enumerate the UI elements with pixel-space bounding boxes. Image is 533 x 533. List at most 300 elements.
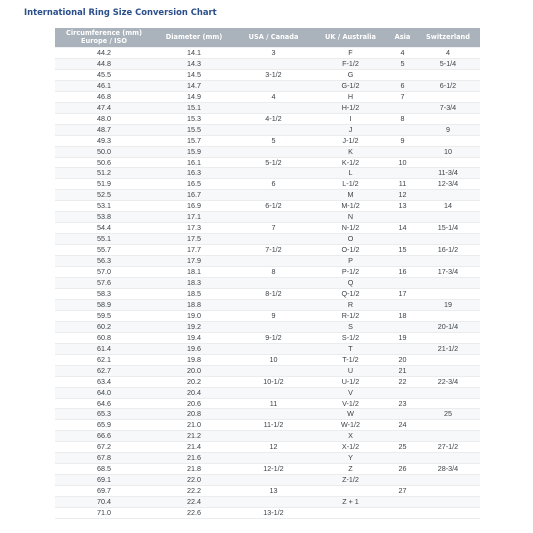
table-row bbox=[55, 48, 480, 59]
table-row bbox=[55, 190, 480, 201]
usa-canada-cell bbox=[235, 409, 312, 420]
diameter-cell: 20.0 bbox=[153, 365, 235, 376]
asia-cell: 6 bbox=[389, 80, 416, 91]
diameter-cell: 15.1 bbox=[153, 102, 235, 113]
switzerland-cell bbox=[416, 256, 480, 267]
asia-cell: 10 bbox=[389, 157, 416, 168]
usa-canada-cell: 10 bbox=[235, 354, 312, 365]
switzerland-cell: 17-3/4 bbox=[416, 267, 480, 278]
uk-australia-cell: K bbox=[312, 146, 389, 157]
table-row bbox=[55, 332, 480, 343]
table-row bbox=[55, 201, 480, 212]
table-row bbox=[55, 464, 480, 475]
uk-australia-cell: Q-1/2 bbox=[312, 288, 389, 299]
diameter-cell: 16.7 bbox=[153, 190, 235, 201]
usa-canada-cell: 9 bbox=[235, 310, 312, 321]
diameter-cell: 19.2 bbox=[153, 321, 235, 332]
usa-canada-cell: 4 bbox=[235, 91, 312, 102]
circumference-cell: 53.1 bbox=[55, 201, 153, 212]
header-usa-canada: USA / Canada bbox=[235, 28, 312, 48]
circumference-cell: 48.0 bbox=[55, 113, 153, 124]
usa-canada-cell bbox=[235, 190, 312, 201]
switzerland-cell bbox=[416, 365, 480, 376]
uk-australia-cell: P bbox=[312, 256, 389, 267]
usa-canada-cell bbox=[235, 299, 312, 310]
asia-cell bbox=[389, 343, 416, 354]
usa-canada-cell bbox=[235, 343, 312, 354]
asia-cell bbox=[389, 69, 416, 80]
uk-australia-cell: S-1/2 bbox=[312, 332, 389, 343]
circumference-cell: 67.2 bbox=[55, 442, 153, 453]
circumference-cell: 69.1 bbox=[55, 475, 153, 486]
switzerland-cell: 5-1/4 bbox=[416, 58, 480, 69]
uk-australia-cell: I bbox=[312, 113, 389, 124]
circumference-cell: 64.6 bbox=[55, 398, 153, 409]
asia-cell bbox=[389, 387, 416, 398]
table-row bbox=[55, 497, 480, 508]
asia-cell bbox=[389, 256, 416, 267]
usa-canada-cell bbox=[235, 146, 312, 157]
switzerland-cell: 15-1/4 bbox=[416, 223, 480, 234]
asia-cell: 8 bbox=[389, 113, 416, 124]
uk-australia-cell: F bbox=[312, 48, 389, 59]
circumference-cell: 59.5 bbox=[55, 310, 153, 321]
asia-cell: 12 bbox=[389, 190, 416, 201]
diameter-cell: 19.6 bbox=[153, 343, 235, 354]
table-row bbox=[55, 91, 480, 102]
usa-canada-cell bbox=[235, 234, 312, 245]
switzerland-cell: 14 bbox=[416, 201, 480, 212]
circumference-cell: 50.0 bbox=[55, 146, 153, 157]
table-row bbox=[55, 245, 480, 256]
asia-cell: 7 bbox=[389, 91, 416, 102]
diameter-cell: 22.2 bbox=[153, 486, 235, 497]
uk-australia-cell: R-1/2 bbox=[312, 310, 389, 321]
switzerland-cell: 27-1/2 bbox=[416, 442, 480, 453]
usa-canada-cell bbox=[235, 431, 312, 442]
uk-australia-cell: L-1/2 bbox=[312, 179, 389, 190]
asia-cell bbox=[389, 475, 416, 486]
asia-cell: 17 bbox=[389, 288, 416, 299]
uk-australia-cell: K-1/2 bbox=[312, 157, 389, 168]
usa-canada-cell: 10-1/2 bbox=[235, 376, 312, 387]
switzerland-cell bbox=[416, 354, 480, 365]
usa-canada-cell bbox=[235, 475, 312, 486]
usa-canada-cell bbox=[235, 212, 312, 223]
usa-canada-cell: 5-1/2 bbox=[235, 157, 312, 168]
circumference-cell: 62.1 bbox=[55, 354, 153, 365]
diameter-cell: 21.0 bbox=[153, 420, 235, 431]
circumference-cell: 51.9 bbox=[55, 179, 153, 190]
uk-australia-cell: Y bbox=[312, 453, 389, 464]
table-row bbox=[55, 508, 480, 519]
usa-canada-cell bbox=[235, 278, 312, 289]
diameter-cell: 17.9 bbox=[153, 256, 235, 267]
switzerland-cell: 12-3/4 bbox=[416, 179, 480, 190]
switzerland-cell: 19 bbox=[416, 299, 480, 310]
usa-canada-cell: 4-1/2 bbox=[235, 113, 312, 124]
switzerland-cell: 21-1/2 bbox=[416, 343, 480, 354]
usa-canada-cell: 9-1/2 bbox=[235, 332, 312, 343]
uk-australia-cell: M-1/2 bbox=[312, 201, 389, 212]
switzerland-cell bbox=[416, 278, 480, 289]
diameter-cell: 17.7 bbox=[153, 245, 235, 256]
table-row bbox=[55, 321, 480, 332]
diameter-cell: 22.4 bbox=[153, 497, 235, 508]
uk-australia-cell: H-1/2 bbox=[312, 102, 389, 113]
table-row bbox=[55, 398, 480, 409]
diameter-cell: 15.9 bbox=[153, 146, 235, 157]
asia-cell bbox=[389, 409, 416, 420]
asia-cell bbox=[389, 146, 416, 157]
table-row bbox=[55, 475, 480, 486]
asia-cell bbox=[389, 508, 416, 519]
circumference-cell: 60.2 bbox=[55, 321, 153, 332]
circumference-cell: 61.4 bbox=[55, 343, 153, 354]
circumference-cell: 51.2 bbox=[55, 168, 153, 179]
uk-australia-cell: V-1/2 bbox=[312, 398, 389, 409]
switzerland-cell: 4 bbox=[416, 48, 480, 59]
table-row bbox=[55, 212, 480, 223]
table-row bbox=[55, 267, 480, 278]
header-uk-australia: UK / Australia bbox=[312, 28, 389, 48]
circumference-cell: 46.8 bbox=[55, 91, 153, 102]
usa-canada-cell: 5 bbox=[235, 135, 312, 146]
uk-australia-cell bbox=[312, 486, 389, 497]
table-row bbox=[55, 453, 480, 464]
asia-cell bbox=[389, 497, 416, 508]
table-row bbox=[55, 365, 480, 376]
switzerland-cell: 7-3/4 bbox=[416, 102, 480, 113]
switzerland-cell bbox=[416, 486, 480, 497]
usa-canada-cell: 12-1/2 bbox=[235, 464, 312, 475]
asia-cell bbox=[389, 124, 416, 135]
circumference-cell: 45.5 bbox=[55, 69, 153, 80]
table-body bbox=[55, 48, 480, 519]
table-row bbox=[55, 376, 480, 387]
switzerland-cell bbox=[416, 497, 480, 508]
usa-canada-cell: 6-1/2 bbox=[235, 201, 312, 212]
asia-cell: 19 bbox=[389, 332, 416, 343]
table-row bbox=[55, 179, 480, 190]
uk-australia-cell: N-1/2 bbox=[312, 223, 389, 234]
circumference-cell: 52.5 bbox=[55, 190, 153, 201]
table-row bbox=[55, 234, 480, 245]
circumference-cell: 68.5 bbox=[55, 464, 153, 475]
uk-australia-cell: R bbox=[312, 299, 389, 310]
circumference-cell: 57.0 bbox=[55, 267, 153, 278]
uk-australia-cell: S bbox=[312, 321, 389, 332]
usa-canada-cell: 3 bbox=[235, 48, 312, 59]
switzerland-cell bbox=[416, 420, 480, 431]
circumference-cell: 48.7 bbox=[55, 124, 153, 135]
uk-australia-cell: J bbox=[312, 124, 389, 135]
circumference-cell: 55.7 bbox=[55, 245, 153, 256]
circumference-cell: 64.0 bbox=[55, 387, 153, 398]
table-row bbox=[55, 113, 480, 124]
switzerland-cell bbox=[416, 157, 480, 168]
table-row bbox=[55, 124, 480, 135]
circumference-cell: 70.4 bbox=[55, 497, 153, 508]
diameter-cell: 21.8 bbox=[153, 464, 235, 475]
uk-australia-cell: W bbox=[312, 409, 389, 420]
table-row bbox=[55, 223, 480, 234]
table-row bbox=[55, 299, 480, 310]
uk-australia-cell: P-1/2 bbox=[312, 267, 389, 278]
usa-canada-cell: 13 bbox=[235, 486, 312, 497]
switzerland-cell bbox=[416, 431, 480, 442]
asia-cell: 20 bbox=[389, 354, 416, 365]
diameter-cell: 14.9 bbox=[153, 91, 235, 102]
table-row bbox=[55, 168, 480, 179]
switzerland-cell bbox=[416, 508, 480, 519]
diameter-cell: 17.3 bbox=[153, 223, 235, 234]
table-row bbox=[55, 256, 480, 267]
usa-canada-cell: 7 bbox=[235, 223, 312, 234]
diameter-cell: 18.1 bbox=[153, 267, 235, 278]
table-row bbox=[55, 354, 480, 365]
diameter-cell: 19.8 bbox=[153, 354, 235, 365]
diameter-cell: 21.4 bbox=[153, 442, 235, 453]
asia-cell: 24 bbox=[389, 420, 416, 431]
asia-cell: 15 bbox=[389, 245, 416, 256]
asia-cell bbox=[389, 212, 416, 223]
usa-canada-cell: 8 bbox=[235, 267, 312, 278]
uk-australia-cell: G bbox=[312, 69, 389, 80]
asia-cell: 21 bbox=[389, 365, 416, 376]
switzerland-cell bbox=[416, 190, 480, 201]
uk-australia-cell: V bbox=[312, 387, 389, 398]
diameter-cell: 14.3 bbox=[153, 58, 235, 69]
usa-canada-cell: 11 bbox=[235, 398, 312, 409]
uk-australia-cell: H bbox=[312, 91, 389, 102]
switzerland-cell bbox=[416, 69, 480, 80]
asia-cell bbox=[389, 168, 416, 179]
switzerland-cell: 6-1/2 bbox=[416, 80, 480, 91]
uk-australia-cell: W-1/2 bbox=[312, 420, 389, 431]
circumference-cell: 44.2 bbox=[55, 48, 153, 59]
uk-australia-cell: Z-1/2 bbox=[312, 475, 389, 486]
uk-australia-cell: Q bbox=[312, 278, 389, 289]
asia-cell bbox=[389, 278, 416, 289]
asia-cell: 27 bbox=[389, 486, 416, 497]
circumference-cell: 69.7 bbox=[55, 486, 153, 497]
asia-cell: 11 bbox=[389, 179, 416, 190]
circumference-cell: 65.3 bbox=[55, 409, 153, 420]
switzerland-cell bbox=[416, 135, 480, 146]
usa-canada-cell bbox=[235, 124, 312, 135]
circumference-cell: 44.8 bbox=[55, 58, 153, 69]
circumference-cell: 50.6 bbox=[55, 157, 153, 168]
table-row bbox=[55, 102, 480, 113]
switzerland-cell: 28-3/4 bbox=[416, 464, 480, 475]
switzerland-cell: 20-1/4 bbox=[416, 321, 480, 332]
asia-cell bbox=[389, 431, 416, 442]
diameter-cell: 22.6 bbox=[153, 508, 235, 519]
usa-canada-cell: 11-1/2 bbox=[235, 420, 312, 431]
circumference-cell: 60.8 bbox=[55, 332, 153, 343]
switzerland-cell bbox=[416, 91, 480, 102]
table-row bbox=[55, 278, 480, 289]
diameter-cell: 20.8 bbox=[153, 409, 235, 420]
asia-cell: 22 bbox=[389, 376, 416, 387]
switzerland-cell bbox=[416, 475, 480, 486]
usa-canada-cell: 13-1/2 bbox=[235, 508, 312, 519]
diameter-cell: 14.1 bbox=[153, 48, 235, 59]
asia-cell bbox=[389, 321, 416, 332]
asia-cell: 4 bbox=[389, 48, 416, 59]
uk-australia-cell bbox=[312, 508, 389, 519]
usa-canada-cell bbox=[235, 453, 312, 464]
switzerland-cell: 16-1/2 bbox=[416, 245, 480, 256]
asia-cell bbox=[389, 102, 416, 113]
usa-canada-cell bbox=[235, 321, 312, 332]
diameter-cell: 20.2 bbox=[153, 376, 235, 387]
circumference-cell: 65.9 bbox=[55, 420, 153, 431]
header-diameter: Diameter (mm) bbox=[153, 28, 235, 48]
usa-canada-cell bbox=[235, 387, 312, 398]
uk-australia-cell: T bbox=[312, 343, 389, 354]
switzerland-cell: 25 bbox=[416, 409, 480, 420]
switzerland-cell: 22-3/4 bbox=[416, 376, 480, 387]
asia-cell: 14 bbox=[389, 223, 416, 234]
table-row bbox=[55, 486, 480, 497]
switzerland-cell bbox=[416, 398, 480, 409]
uk-australia-cell: U bbox=[312, 365, 389, 376]
table-header-row bbox=[55, 28, 480, 48]
uk-australia-cell: L bbox=[312, 168, 389, 179]
switzerland-cell bbox=[416, 332, 480, 343]
usa-canada-cell bbox=[235, 256, 312, 267]
uk-australia-cell: T-1/2 bbox=[312, 354, 389, 365]
asia-cell bbox=[389, 453, 416, 464]
circumference-cell: 66.6 bbox=[55, 431, 153, 442]
uk-australia-cell: X bbox=[312, 431, 389, 442]
circumference-cell: 58.3 bbox=[55, 288, 153, 299]
usa-canada-cell bbox=[235, 58, 312, 69]
diameter-cell: 21.6 bbox=[153, 453, 235, 464]
uk-australia-cell: G-1/2 bbox=[312, 80, 389, 91]
asia-cell: 25 bbox=[389, 442, 416, 453]
circumference-cell: 54.4 bbox=[55, 223, 153, 234]
usa-canada-cell bbox=[235, 102, 312, 113]
usa-canada-cell: 6 bbox=[235, 179, 312, 190]
circumference-cell: 46.1 bbox=[55, 80, 153, 91]
diameter-cell: 20.4 bbox=[153, 387, 235, 398]
switzerland-cell: 11-3/4 bbox=[416, 168, 480, 179]
asia-cell: 26 bbox=[389, 464, 416, 475]
uk-australia-cell: F-1/2 bbox=[312, 58, 389, 69]
circumference-cell: 58.9 bbox=[55, 299, 153, 310]
switzerland-cell bbox=[416, 212, 480, 223]
switzerland-cell: 9 bbox=[416, 124, 480, 135]
diameter-cell: 18.8 bbox=[153, 299, 235, 310]
uk-australia-cell: O-1/2 bbox=[312, 245, 389, 256]
switzerland-cell bbox=[416, 387, 480, 398]
asia-cell: 23 bbox=[389, 398, 416, 409]
circumference-cell: 67.8 bbox=[55, 453, 153, 464]
diameter-cell: 21.2 bbox=[153, 431, 235, 442]
asia-cell: 5 bbox=[389, 58, 416, 69]
circumference-cell: 53.8 bbox=[55, 212, 153, 223]
switzerland-cell bbox=[416, 453, 480, 464]
circumference-cell: 56.3 bbox=[55, 256, 153, 267]
diameter-cell: 22.0 bbox=[153, 475, 235, 486]
circumference-cell: 63.4 bbox=[55, 376, 153, 387]
diameter-cell: 19.4 bbox=[153, 332, 235, 343]
uk-australia-cell: J-1/2 bbox=[312, 135, 389, 146]
circumference-cell: 62.7 bbox=[55, 365, 153, 376]
diameter-cell: 19.0 bbox=[153, 310, 235, 321]
table-row bbox=[55, 157, 480, 168]
table-row bbox=[55, 58, 480, 69]
table-row bbox=[55, 69, 480, 80]
diameter-cell: 17.5 bbox=[153, 234, 235, 245]
table-row bbox=[55, 80, 480, 91]
uk-australia-cell: Z + 1 bbox=[312, 497, 389, 508]
switzerland-cell: 10 bbox=[416, 146, 480, 157]
diameter-cell: 14.7 bbox=[153, 80, 235, 91]
asia-cell bbox=[389, 299, 416, 310]
diameter-cell: 15.7 bbox=[153, 135, 235, 146]
diameter-cell: 15.5 bbox=[153, 124, 235, 135]
ring-size-table bbox=[55, 28, 480, 519]
uk-australia-cell: U-1/2 bbox=[312, 376, 389, 387]
uk-australia-cell: X-1/2 bbox=[312, 442, 389, 453]
usa-canada-cell: 8-1/2 bbox=[235, 288, 312, 299]
chart-title: International Ring Size Conversion Chart bbox=[24, 7, 217, 17]
diameter-cell: 17.1 bbox=[153, 212, 235, 223]
asia-cell: 18 bbox=[389, 310, 416, 321]
table-row bbox=[55, 442, 480, 453]
diameter-cell: 16.3 bbox=[153, 168, 235, 179]
uk-australia-cell: O bbox=[312, 234, 389, 245]
asia-cell: 13 bbox=[389, 201, 416, 212]
switzerland-cell bbox=[416, 310, 480, 321]
asia-cell: 16 bbox=[389, 267, 416, 278]
usa-canada-cell bbox=[235, 168, 312, 179]
diameter-cell: 20.6 bbox=[153, 398, 235, 409]
circumference-cell: 55.1 bbox=[55, 234, 153, 245]
switzerland-cell bbox=[416, 288, 480, 299]
circumference-cell: 47.4 bbox=[55, 102, 153, 113]
table-row bbox=[55, 343, 480, 354]
table-row bbox=[55, 288, 480, 299]
circumference-cell: 71.0 bbox=[55, 508, 153, 519]
switzerland-cell bbox=[416, 234, 480, 245]
usa-canada-cell bbox=[235, 497, 312, 508]
table-row bbox=[55, 387, 480, 398]
table-row bbox=[55, 310, 480, 321]
circumference-cell: 49.3 bbox=[55, 135, 153, 146]
diameter-cell: 18.3 bbox=[153, 278, 235, 289]
diameter-cell: 16.5 bbox=[153, 179, 235, 190]
table-row bbox=[55, 409, 480, 420]
uk-australia-cell: N bbox=[312, 212, 389, 223]
diameter-cell: 18.5 bbox=[153, 288, 235, 299]
usa-canada-cell: 7-1/2 bbox=[235, 245, 312, 256]
usa-canada-cell: 3-1/2 bbox=[235, 69, 312, 80]
asia-cell: 9 bbox=[389, 135, 416, 146]
uk-australia-cell: M bbox=[312, 190, 389, 201]
uk-australia-cell: Z bbox=[312, 464, 389, 475]
diameter-cell: 16.9 bbox=[153, 201, 235, 212]
header-circumference: Circumference (mm) Europe / ISO bbox=[55, 28, 153, 48]
switzerland-cell bbox=[416, 113, 480, 124]
table-row bbox=[55, 146, 480, 157]
table-row bbox=[55, 420, 480, 431]
usa-canada-cell bbox=[235, 365, 312, 376]
